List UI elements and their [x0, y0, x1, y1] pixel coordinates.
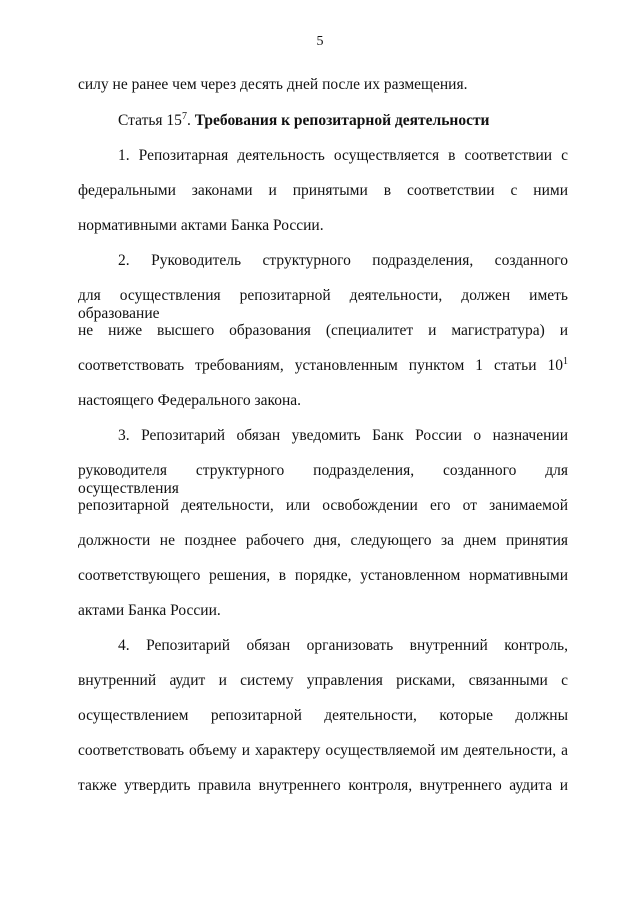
text-line: осуществлением репозитарной деятельности, которые должны [78, 707, 568, 724]
text-line: 1. Репозитарная деятельность осуществляется в соответствии с [118, 147, 568, 164]
text-line: федеральными законами и принятыми в соответствии с ними [78, 182, 568, 199]
text-line: также утвердить правила внутреннего контроля, внутреннего аудита и [78, 777, 568, 794]
page-number: 5 [316, 34, 324, 49]
text-line: 3. Репозитарий обязан уведомить Банк России о назначении [118, 427, 568, 444]
text-line: 4. Репозитарий обязан организовать внутренний контроль, [118, 637, 568, 654]
text-line: 2. Руководитель структурного подразделения, созданного [118, 252, 568, 269]
text-line: силу не ранее чем через десять дней после их размещения. [78, 76, 468, 93]
text-line [78, 357, 568, 375]
article-label: Статья 15 [118, 112, 182, 129]
text-line: соответствовать объему и характеру осуществляемой им деятельности, а [78, 742, 568, 759]
text-line: не ниже высшего образования (специалитет и магистратура) и [78, 322, 568, 339]
article-superscript: 1 [563, 355, 568, 367]
text-line: настоящего Федерального закона. [78, 392, 302, 409]
text-line: нормативными актами Банка России. [78, 217, 324, 234]
article-superscript: 7 [181, 110, 187, 122]
text-line: внутренний аудит и систему управления рисками, связанными с [78, 672, 568, 689]
text-line: руководителя структурного подразделения, созданного для осуществления [78, 462, 568, 497]
article-title: Требования к репозитарной деятельности [194, 112, 490, 129]
text-line: актами Банка России. [78, 602, 221, 619]
text-line: для осуществления репозитарной деятельности, должен иметь образование [78, 287, 568, 322]
text-line-body: соответствовать требованиям, установленным пунктом 1 статьи 10 [78, 357, 563, 374]
text-line: соответствующего решения, в порядке, установленном нормативными [78, 567, 568, 584]
article-heading [118, 112, 568, 130]
text-line: репозитарной деятельности, или освобождении его от занимаемой [78, 497, 568, 514]
text-line: должности не позднее рабочего дня, следующего за днем принятия [78, 532, 568, 549]
article-dot: . [186, 112, 195, 129]
